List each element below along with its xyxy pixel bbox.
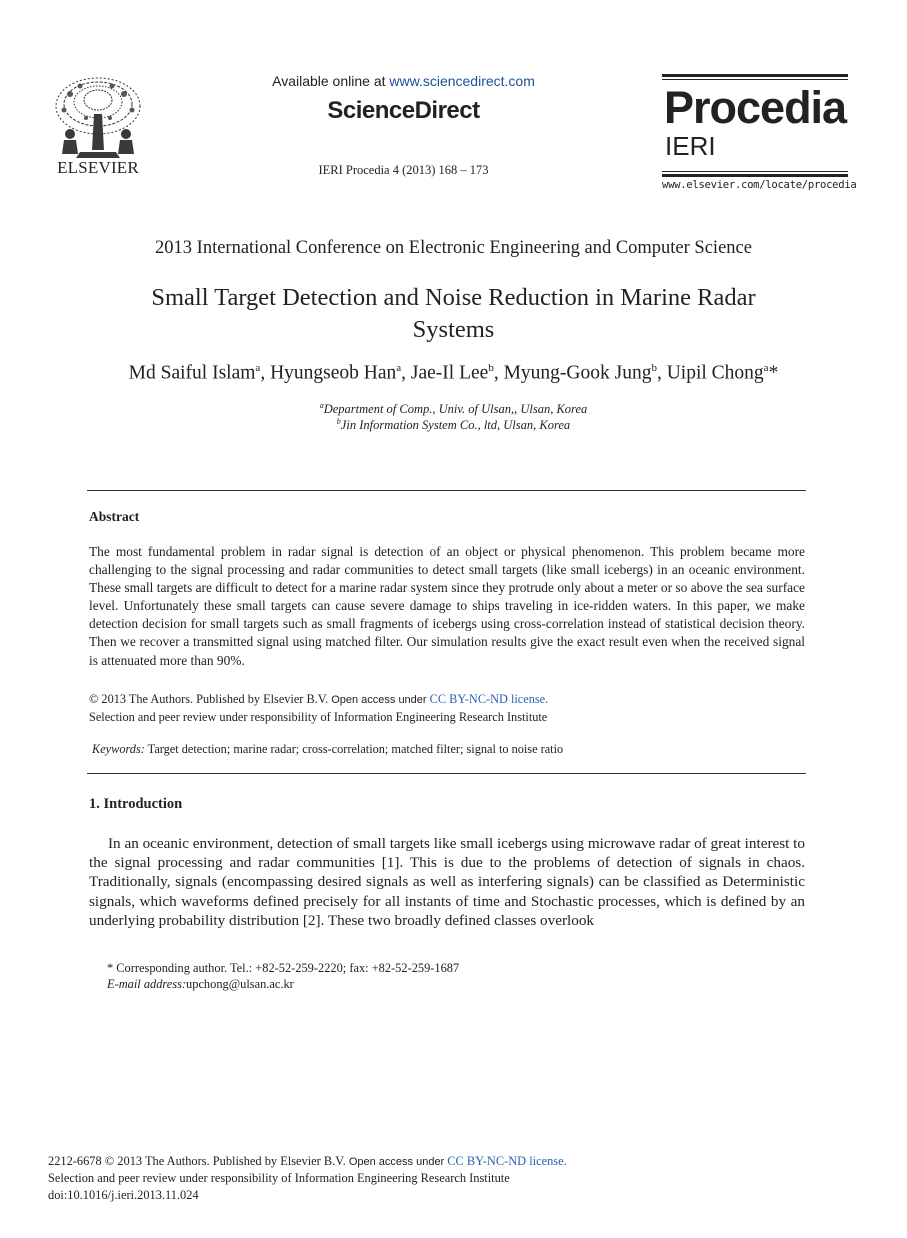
footer-issn-text: 2212-6678 © 2013 The Authors. Published by Elsevier B.V.	[48, 1154, 349, 1168]
author-separator: ,	[401, 362, 411, 384]
available-online-line	[200, 73, 607, 89]
paper-title-line-1: Small Target Detection and Noise Reduction in Marine Radar	[151, 284, 756, 311]
author-list	[0, 362, 907, 385]
corresponding-author-footnote: * Corresponding author. Tel.: +82-52-259-2220; fax: +82-52-259-1687	[107, 961, 460, 975]
author-affiliation-mark: a	[763, 362, 769, 374]
keywords-list: Target detection; marine radar; cross-correlation; matched filter; signal to noise ratio	[144, 742, 564, 756]
procedia-bottom-rule-thin	[662, 171, 848, 172]
author-affiliation-mark: a	[255, 362, 261, 374]
author-affiliation-mark: a	[396, 362, 402, 374]
open-access-text: Open access under	[331, 694, 430, 706]
affiliation-mark: b	[336, 417, 341, 426]
copyright-block	[89, 691, 805, 726]
author-name: Hyungseob Han	[270, 362, 397, 384]
keywords-line	[92, 742, 804, 757]
affiliation-b	[0, 417, 907, 433]
author-affiliation-mark: b	[488, 362, 494, 374]
author-separator: ,	[656, 362, 667, 384]
email-footnote	[107, 977, 294, 992]
elsevier-wordmark: ELSEVIER	[57, 158, 139, 177]
affiliation-text: Department of Comp., Univ. of Ulsan,, Ulsan, Korea	[323, 402, 588, 417]
journal-reference: IERI Procedia 4 (2013) 168 – 173	[318, 163, 489, 177]
keywords-label: Keywords:	[92, 742, 145, 756]
paper-title-line-2: Systems	[412, 316, 495, 343]
abstract-body: The most fundamental problem in radar signal is detection of an object or physical phenomenon. This problem became more challenging to the signal processing and radar communities to detect small targets (like small icebergs) in an oceanic environment. These small targets are difficult to detect for a marine radar system since they protrude only about a meter or so above the sea surface level. Unfortunately these small targets can cause severe damage to ships traveling in ice-ridden waters. In this paper, we make detection decision for small targets such as small fragments of icebergs using cross-correlation instead of statistical decision theory. Then we recover a transmitted signal using matched filter. Our simulation results give the exact result even when the received signal is attenuated more than 90%.	[89, 544, 805, 668]
footer-open-access-text: Open access under	[348, 1156, 448, 1168]
author-name: Md Saiful Islam	[128, 362, 256, 384]
author-name: Myung-Gook Jung	[503, 362, 652, 384]
footer-license-link[interactable]: CC BY-NC-ND license.	[447, 1154, 567, 1168]
peer-review-line: Selection and peer review under responsibility of Information Engineering Research Institute	[89, 710, 548, 724]
author-name: Jae-Il Lee	[410, 362, 489, 384]
footer-doi[interactable]: doi:10.1016/j.ieri.2013.11.024	[48, 1188, 199, 1202]
author-separator: ,	[493, 362, 504, 384]
author-affiliation-mark: b	[651, 362, 657, 374]
procedia-sub-wordmark: IERI	[665, 131, 716, 161]
procedia-wordmark: Procedia	[664, 82, 847, 133]
affiliation-text: Jin Information System Co., ltd, Ulsan, Korea	[340, 418, 571, 433]
procedia-top-rule-thin	[662, 79, 848, 80]
introduction-body: In an oceanic environment, detection of small targets like small icebergs using microwave radar of great interest to the signal processing and radar communities [1]. This is due to the problems of detection of signals in chaos. Traditionally, signals (encompassing desired signals as well as interfering signals) can be classified as Deterministic signals, which waveforms defined precisely for all instants of time and Stochastic processes, which is defined by an underlying probability distribution [2]. These two broadly defined classes overlook	[89, 835, 805, 929]
abstract-bottom-divider	[87, 773, 806, 774]
available-online-prefix: Available online at	[272, 73, 390, 89]
footer-copyright-line	[48, 1154, 567, 1169]
procedia-url-link[interactable]: www.elsevier.com/locate/procedia	[662, 179, 857, 191]
paper-title	[60, 282, 847, 346]
procedia-top-rule	[662, 74, 848, 77]
email-address: upchong@ulsan.ac.kr	[186, 977, 294, 991]
author-separator: ,	[260, 362, 271, 384]
sciencedirect-brand: ScienceDirect	[327, 97, 480, 124]
abstract-heading: Abstract	[89, 509, 140, 524]
affiliation-a	[0, 401, 907, 417]
affiliation-mark: a	[319, 401, 324, 410]
copyright-line	[89, 691, 805, 709]
elsevier-tree-icon	[50, 74, 146, 158]
license-link[interactable]: CC BY-NC-ND license.	[429, 692, 549, 706]
footer-peer-review-line: Selection and peer review under responsibility of Information Engineering Research Institute	[48, 1171, 510, 1185]
sciencedirect-link[interactable]: www.sciencedirect.com	[389, 73, 535, 89]
email-label: E-mail address:	[107, 977, 187, 991]
author-name: Uipil Chong	[666, 362, 764, 384]
elsevier-logo	[50, 74, 146, 178]
introduction-heading: 1. Introduction	[89, 796, 183, 812]
copyright-text: © 2013 The Authors. Published by Elsevier B.V.	[89, 692, 332, 706]
corresponding-author-mark: *	[768, 362, 779, 384]
procedia-logo	[662, 74, 848, 178]
conference-name: 2013 International Conference on Electronic Engineering and Computer Science	[155, 238, 752, 258]
procedia-bottom-rule	[662, 174, 848, 177]
abstract-top-divider	[87, 490, 806, 491]
